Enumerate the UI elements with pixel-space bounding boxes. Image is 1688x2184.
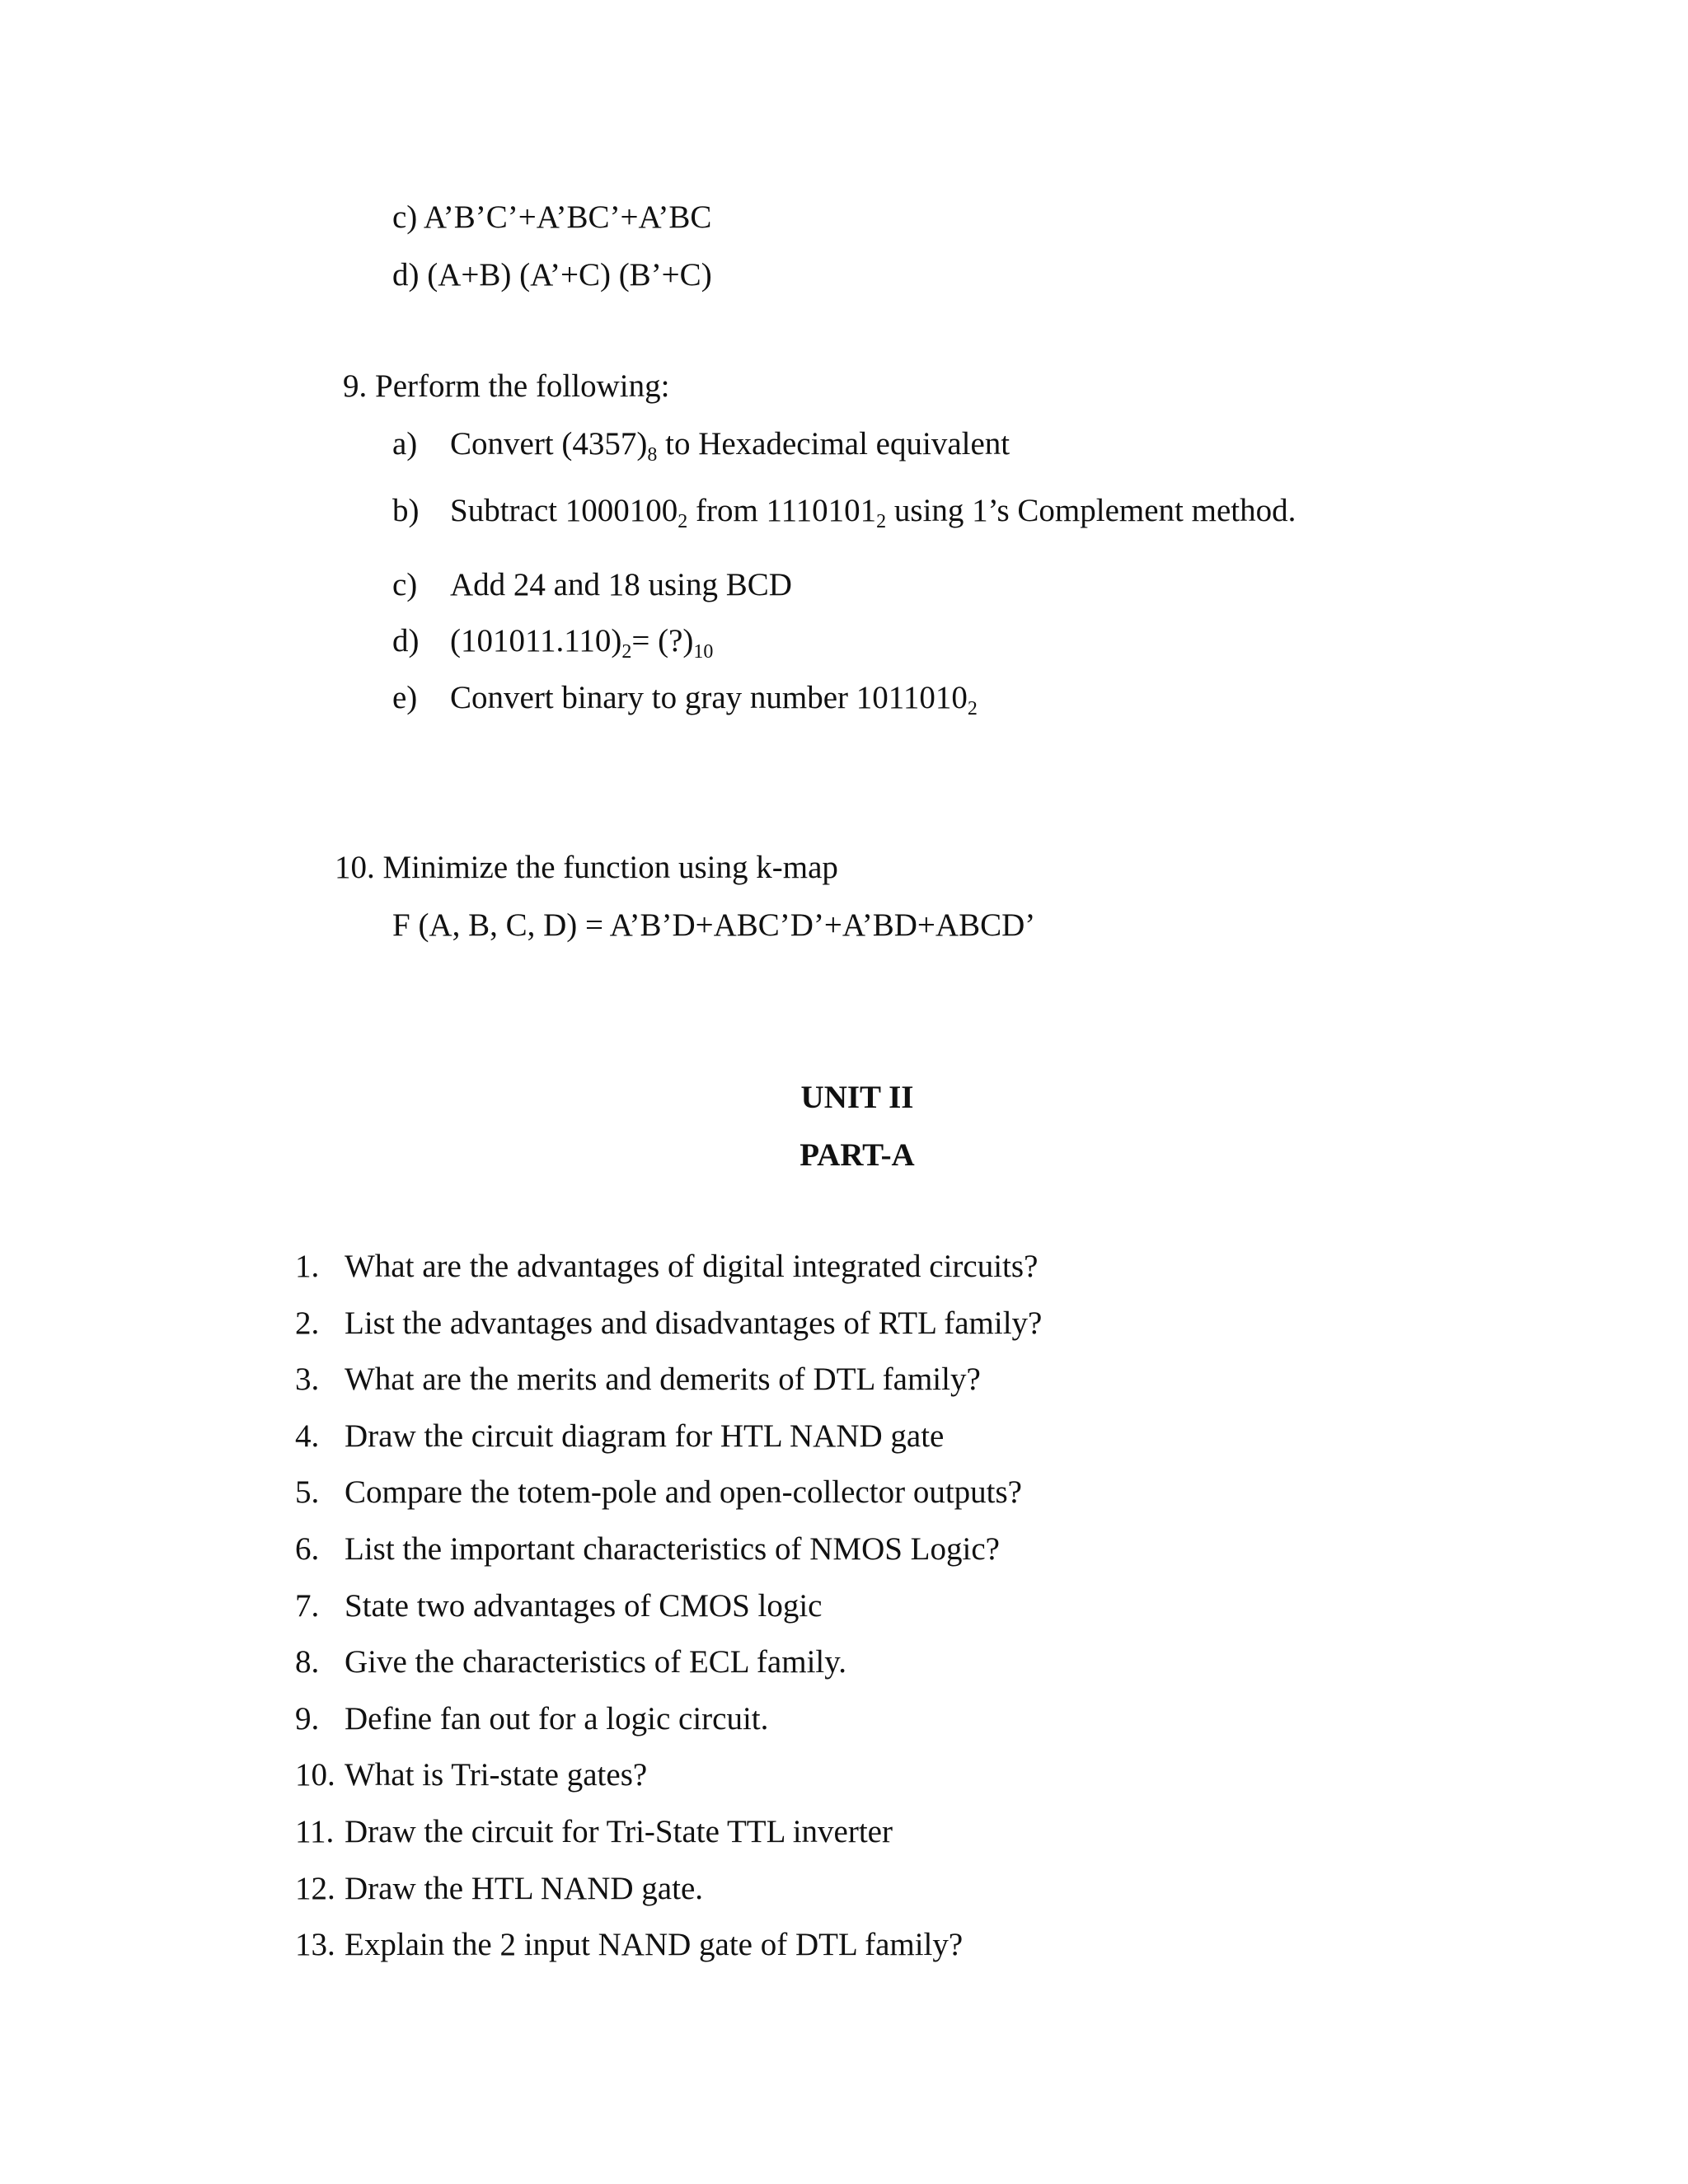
question-text: What are the advantages of digital integrated circuits? — [345, 1249, 1039, 1284]
unit-title: UNIT II — [800, 1080, 914, 1115]
question-text: What is Tri-state gates? — [345, 1757, 648, 1793]
question-item — [295, 1420, 944, 1452]
question-number: 3. — [295, 1361, 320, 1397]
question-text: List the important characteristics of NMOS Logic? — [345, 1531, 1000, 1567]
question-item — [295, 1250, 1038, 1282]
question-item — [295, 1476, 1022, 1508]
q9-option-d: d) $(101011.110)_2=$ $(?)_{10}$ — [392, 623, 714, 663]
q9-option-e: e) Convert binary to gray number $1011010_2$ — [392, 680, 978, 719]
question-text: What are the merits and demerits of DTL family? — [345, 1361, 981, 1397]
part-title: PART-A — [799, 1137, 915, 1173]
question-item — [295, 1307, 1042, 1339]
question-item — [295, 1872, 703, 1905]
option-label: b) — [392, 493, 420, 528]
question-number: 5. — [295, 1474, 320, 1510]
question-text: Explain the 2 input NAND gate of DTL family? — [345, 1927, 964, 1962]
question-number: 12. — [295, 1871, 335, 1906]
q10-title: 10. Minimize the function using k-map — [335, 850, 838, 885]
question-text: Draw the circuit for Tri-State TTL inverter — [345, 1814, 893, 1849]
q10-function: F (A, B, C, D) = A’B’D+ABC’D’+A’BD+ABCD’ — [392, 907, 1036, 943]
option-label: c) — [392, 567, 418, 602]
question-text: List the advantages and disadvantages of RTL family? — [345, 1305, 1043, 1341]
question-number: 10. — [295, 1757, 335, 1793]
question-number: 9. — [295, 1701, 320, 1736]
question-item — [295, 1759, 647, 1791]
q8-option-d: d) (A+B) (A’+C) (B’+C) — [392, 257, 712, 293]
question-number: 1. — [295, 1249, 320, 1284]
q9-title: 9. Perform the following: — [343, 368, 670, 404]
question-text: Compare the totem-pole and open-collector outputs? — [345, 1474, 1022, 1510]
question-number: 4. — [295, 1418, 320, 1454]
question-text: Draw the HTL NAND gate. — [345, 1871, 703, 1906]
option-label: d) — [392, 623, 420, 658]
q8-option-c: c) A’B’C’+A’BC’+A’BC — [392, 199, 712, 235]
question-item — [295, 1590, 823, 1622]
question-number: 11. — [295, 1814, 335, 1849]
question-item — [295, 1703, 768, 1735]
option-label: a) — [392, 426, 418, 462]
question-text: State two advantages of CMOS logic — [345, 1588, 823, 1624]
question-number: 2. — [295, 1305, 320, 1341]
option-label: e) — [392, 680, 418, 715]
q9-option-a: a) Convert $(4357)_8$ to Hexadecimal equivalent — [392, 426, 1010, 466]
question-text: Draw the circuit diagram for HTL NAND gate — [345, 1418, 945, 1454]
question-text: Define fan out for a logic circuit. — [345, 1701, 769, 1736]
q9-option-c: c) Add 24 and 18 using BCD — [392, 567, 792, 602]
question-item — [295, 1363, 981, 1395]
question-text: Give the characteristics of ECL family. — [345, 1644, 846, 1680]
question-number: 13. — [295, 1927, 335, 1962]
question-item — [295, 1646, 846, 1678]
question-number: 7. — [295, 1588, 320, 1624]
q9-option-b: b) Subtract $1000100_2$ from $1110101_2$ using 1’s Complement method. — [392, 493, 1296, 532]
question-item — [295, 1929, 963, 1961]
question-item — [295, 1816, 893, 1848]
question-number: 8. — [295, 1644, 320, 1680]
question-item — [295, 1533, 1000, 1565]
question-number: 6. — [295, 1531, 320, 1567]
